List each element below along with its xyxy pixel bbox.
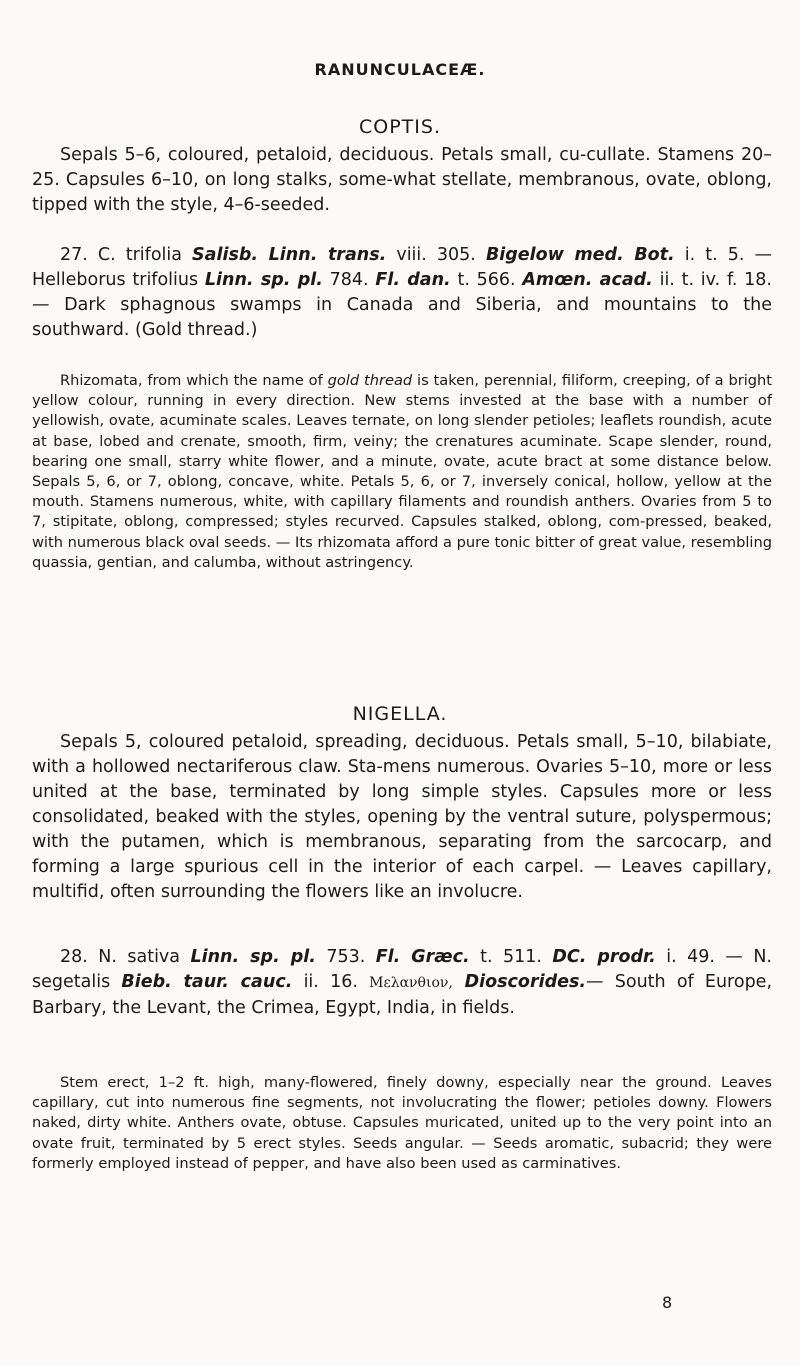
species-text: t. 566. <box>450 270 523 290</box>
species-text: t. 511. <box>469 947 553 967</box>
species-text: — South of Europe, Barbary, the Levant, the Crimea, Egypt, India, in fields. <box>32 972 773 1018</box>
coptis-species-entry <box>32 243 772 343</box>
citation: DC. prodr. <box>552 947 656 967</box>
citation: Salisb. Linn. trans. <box>192 245 387 265</box>
species-text: i. t. 5. — Helleborus trifolius <box>32 245 772 290</box>
nigella-species-entry <box>32 945 772 1021</box>
species-text: ii. t. iv. f. 18. — Dark sphagnous swamps in Canada and Siberia, and mountains to the southward. (Gold thread.) <box>32 270 772 340</box>
citation: Bigelow med. Bot. <box>485 245 675 265</box>
greek-name: Μελανθιον, <box>369 975 453 991</box>
species-text: 753. <box>315 947 376 967</box>
notes-italic: gold thread <box>327 372 413 389</box>
species-text: viii. 305. <box>386 245 486 265</box>
citation: Bieb. taur. cauc. <box>121 972 293 992</box>
species-text: 28. N. sativa <box>60 947 191 967</box>
page-number: 8 <box>662 1293 673 1312</box>
running-head: RANUNCULACEÆ. <box>314 60 486 79</box>
notes-text: Rhizomata, from which the name of <box>60 372 328 389</box>
section-title-nigella: NIGELLA. <box>352 703 448 725</box>
citation: Linn. sp. pl. <box>190 947 316 967</box>
species-text: ii. 16. <box>292 972 370 992</box>
nigella-genus-description: Sepals 5, coloured petaloid, spreading, deciduous. Petals small, 5–10, bilabiate, with a hollowed nectariferous claw. Sta-mens numerous. Ovaries 5–10, more or less united at the base, terminated by long simple styles. Capsules more or less consolidated, beaked with the styles, opening by the ventral suture, polyspermous; with the putamen, which is membranous, separating from the sarcocarp, and forming a large spurious cell in the interior of each carpel. — Leaves capillary, multifid, often surrounding the flowers like an involucre. <box>32 732 772 902</box>
section-title-coptis: COPTIS. <box>359 116 441 138</box>
citation: Amœn. acad. <box>522 270 653 290</box>
citation: Fl. dan. <box>375 270 451 290</box>
notes-text: is taken, perennial, filiform, creeping, of a bright yellow colour, running in every direction. New stems invested at the base with a number of yellowish, ovate, acuminate scales. Leaves ternate, on long slender petioles; leaflets roundish, acute at base, lobed and crenate, smooth, firm, veiny; the crenatures acuminate. Scape slender, round, bearing one small, starry white flower, and a minute, ovate, acute bract at some distance below. Sepals 5, 6, or 7, oblong, concave, white. Petals 5, 6, or 7, inversely conical, hollow, yellow at the mouth. Stamens numerous, white, with capillary filaments and roundish anthers. Ovaries from 5 to 7, stipitate, oblong, compressed; styles recurved. Capsules stalked, oblong, com-pressed, beaked, with numerous black oval seeds. — Its rhizomata afford a pure tonic bitter of great value, resembling quassia, gentian, and calumba, without astringency. <box>32 372 772 571</box>
nigella-species-notes: Stem erect, 1–2 ft. high, many-flowered, finely downy, especially near the ground. Leaves capillary, cut into numerous fine segments, not involucrating the flower; petioles downy. Flowers naked, dirty white. Anthers ovate, obtuse. Capsules muricated, united up to the very point into an ovate fruit, terminated by 5 erect styles. Seeds angular. — Seeds aromatic, subacrid; they were formerly employed instead of pepper, and have also been used as carminatives. <box>32 1074 772 1172</box>
species-text: 784. <box>322 270 376 290</box>
coptis-genus-description: Sepals 5–6, coloured, petaloid, deciduous. Petals small, cu-cullate. Stamens 20–25. Capsules 6–10, on long stalks, some-what stellate, membranous, ovate, oblong, tipped with the style, 4–6-seeded. <box>32 145 772 215</box>
citation: Linn. sp. pl. <box>204 270 323 290</box>
citation: Dioscorides. <box>452 972 587 992</box>
species-text: 27. C. trifolia <box>60 245 193 265</box>
species-text: i. 49. — N. segetalis <box>32 947 772 992</box>
citation: Fl. Græc. <box>375 947 470 967</box>
coptis-species-notes <box>32 371 772 573</box>
